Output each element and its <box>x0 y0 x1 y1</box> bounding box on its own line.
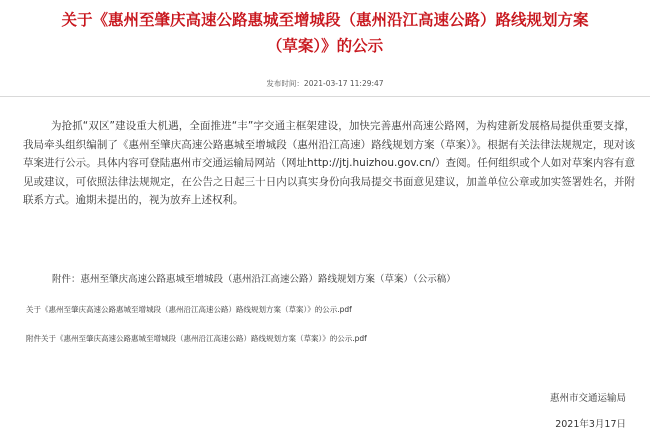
publish-time: 发布时间：2021-03-17 11:29:47 <box>266 79 384 88</box>
page-title <box>0 7 650 59</box>
attachment-link-appendix-pdf[interactable]: 附件关于《惠州至肇庆高速公路惠城至增城段（惠州沿江高速公路）路线规划方案（草案）》的公示.pdf <box>26 334 367 343</box>
page-title-line-1: 关于《惠州至肇庆高速公路惠城至增城段（惠州沿江高速公路）路线规划方案 <box>61 11 589 29</box>
attachment-link-announcement-pdf[interactable]: 关于《惠州至肇庆高速公路惠城至增城段（惠州沿江高速公路）路线规划方案（草案）》的公示.pdf <box>26 305 352 314</box>
attachment-label: 附件：惠州至肇庆高速公路惠城至增城段（惠州沿江高速公路）路线规划方案（草案）（公示稿） <box>52 274 456 285</box>
announcement-body: 为抢抓“双区”建设重大机遇，全面推进“丰”字交通主框架建设，加快完善惠州高速公路网，为构建新发展格局提供重要支撑，我局牵头组织编制了《惠州至肇庆高速公路惠城至增城段（惠州沿江高速）路线规划方案（草案）》。根据有关法律法规规定，现对该草案进行公示。具体内容可登陆惠州市交通运输局网站（网址http://jtj.huizhou.gov.cn/）查阅。任何组织或个人如对草案内容有意见或建议，可依照法律法规规定，在公告之日起三十日内以真实身份向我局提交书面意见建议，加盖单位公章或加实签署姓名，并附联系方式。逾期未提出的，视为放弃上述权利。 <box>23 120 635 206</box>
divider <box>0 96 650 97</box>
page-title-line-2: （草案）》的公示 <box>266 37 384 55</box>
issuer-signature: 惠州市交通运输局 <box>549 393 626 404</box>
issue-date: 2021年3月17日 <box>555 419 626 430</box>
